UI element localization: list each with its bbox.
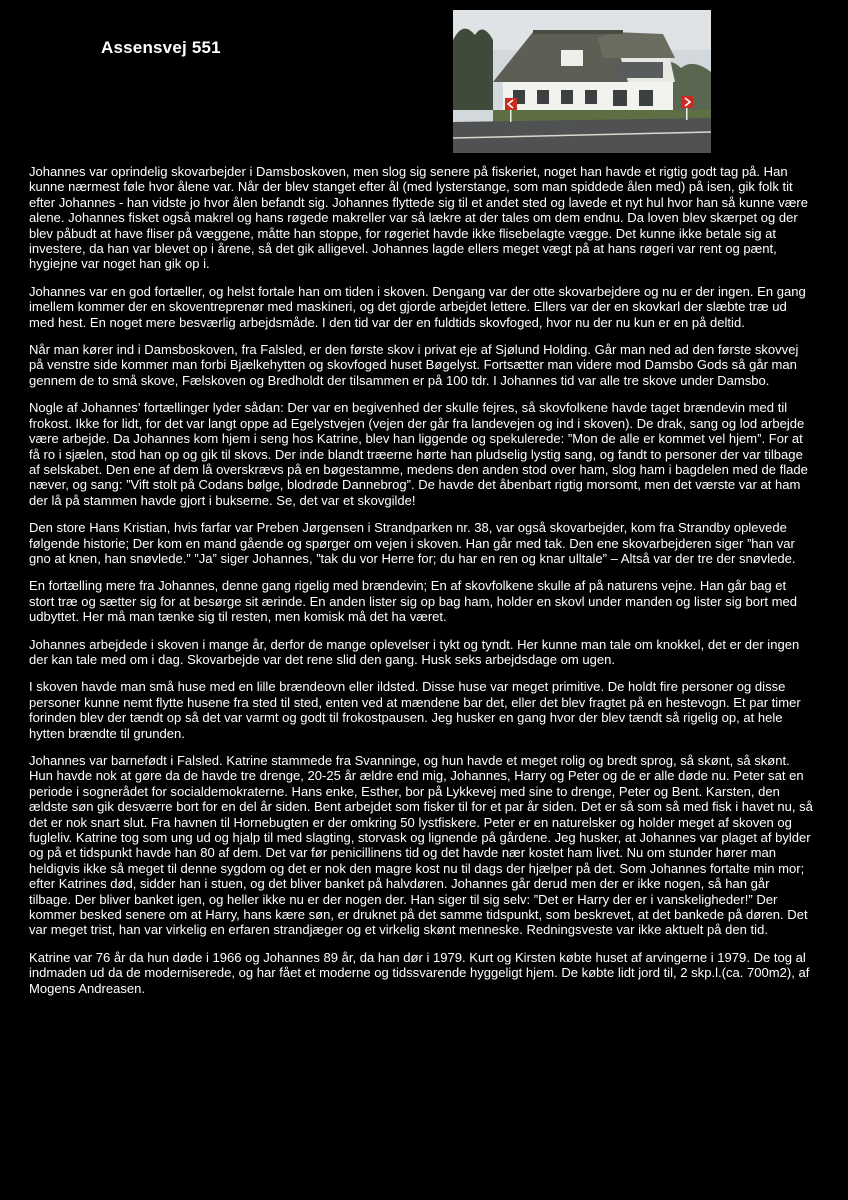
paragraph: Den store Hans Kristian, hvis farfar var Preben Jørgensen i Strandparken nr. 38, var også skovarbejder, kom fra Strandby oplevede følgende historie; Der kom en mand gående og spørger om vejen i skoven. Han går med tak. Den ene skovarbejderen siger ”han var gno at knen, han snøvlede.” ”Ja” siger Johannes, ”tak du vor Herre for; du har en ren og knar ulltale” – Altså var der tre der snøvlede. — [29, 520, 796, 566]
paragraph: Når man kører ind i Damsboskoven, fra Falsled, er den første skov i privat eje af Sjølund Holding. Går man ned ad den første skovvej på venstre side kommer man forbi Bjælkehytten og skovfoged huset Bøgelyst. Fortsætter man videre mod Damsbo Gods så går man gennem de to små skove, Fælskoven og Bredholdt der tilsammen er på 100 tdr. I Johannes tid var alle tre skove under Damsbo. — [29, 342, 799, 388]
paragraph: I skoven havde man små huse med en lille brændeovn eller ildsted. Disse huse var meget primitive. De holdt fire personer og disse personer kunne nemt flytte husene fra sted til sted, enten ved at mændene bar det, eller det blev fragtet på en hestevogn. Et par timer forinden blev der tændt op så det var varmt og godt til frokostpausen. Jeg husker en gang hvor der blev tændt så rigelig op, at hele hytten brændte til grunden. — [29, 679, 801, 741]
page-title: Assensvej 551 — [101, 38, 221, 57]
paragraph: Johannes var oprindelig skovarbejder i Damsboskoven, men slog sig senere på fiskeriet, noget han havde et rigtig godt tag på. Han kunne nærmest føle hvor ålene var. Når der blev stanget efter ål (med lysterstange, som man spiddede ålen med) på isen, gik folk tit efter Johannes - han vidste jo hvor ålen befandt sig. Johannes flyttede sig til et andet sted og lavede et nyt hul hvor han så kunne være alene. Johannes fisket også makrel og hans røgede makreller var så lækre at der tales om dem endnu. Da loven blev skærpet og der blev påbudt at have fliser på væggene, måtte han stoppe, for røgeriet havde ikke flisebelagte vægge. Det kunne ikke betale sig at investere, da han var blevet op i årene, så det gik alligevel. Johannes lagde ellers meget vægt på at hans røgeri var rent og pænt, hygiejne var noget han gik op i. — [29, 164, 808, 272]
paragraph: Nogle af Johannes’ fortællinger lyder sådan: Der var en begivenhed der skulle fejres, så skovfolkene havde taget brændevin med til frokost. Ikke for lidt, for det var langt oppe ad Egelystvejen (vejen der går fra landevejen og ind i skoven). De drak, sang og lod arbejde være arbejde. Da Johannes kom hjem i seng hos Katrine, blev han liggende og spekulerede: ”Mon de alle er kommet vel hjem”. For at få ro i sjælen, stod han op og gik til skovs. Der inde blandt træerne hørte han pludselig lystig sang, og fandt to personer der var tilbage af selskabet. Den ene af dem lå overskrævs på en bøgestamme, medens den anden stod over ham, slog ham i bagdelen med de flade næver, og sang: ”Vift stolt på Codans bølge, blodrøde Dannebrog”. De havde det åbenbart rigtig morsomt, men det værste var at ham der lå på stammen havde gjort i bukserne. Se, det var et skovgilde! — [29, 400, 808, 508]
paragraph: Johannes var en god fortæller, og helst fortale han om tiden i skoven. Dengang var der otte skovarbejdere og nu er der ingen. En gang imellem kommer der en skoventreprenør med maskineri, og det gjorde arbejdet lettere. Ellers var der en skovkarl der slæbte træ ud med hest. En noget mere besværlig arbejdsmåde. I den tid var der en fuldtids skovfoged, hvor nu der nu kun er en på deltid. — [29, 283, 806, 330]
house-photo — [453, 10, 711, 153]
article-body — [29, 164, 814, 1008]
paragraph: Johannes arbejdede i skoven i mange år, derfor de mange oplevelser i tykt og tyndt. Her kunne man tale om knokkel, det er der ingen der kan tale med om i dag. Skovarbejde var det rene slid den gang. Husk seks arbejdsdage om ugen. — [29, 636, 800, 667]
thatched-house-photo-icon — [453, 10, 711, 153]
paragraph: En fortælling mere fra Johannes, denne gang rigelig med brændevin; En af skovfolkene skulle af på naturens vejne. Han går bag et stort træ og sætter sig for at besørge sit ærinde. En anden lister sig op bag ham, holder en skovl under manden og lister sig bort med udbyttet. Her må man tænke sig til resten, men komisk må det ha været. — [29, 578, 797, 625]
paragraph: Johannes var barnefødt i Falsled. Katrine stammede fra Svanninge, og hun havde et meget rolig og bredt sprog, så skønt, så skønt. Hun havde nok at gøre da de havde tre drenge, 20-25 år ældre end mig, Johannes, Harry og Peter og de er alle døde nu. Peter sat en periode i sognerådet for socialdemokraterne. Hans enke, Esther, bor på Lykkevej med sine to drenge, Peter og Bent. Karsten, den ældste søn gik desværre bort for en del år siden. Bent arbejdet som fisker til for et par år siden. Det er så som så med fisk i havet nu, så det er nok snart slut. Fra havnen til Hornebugten er der omkring 50 lystfiskere. Peter er en naturelsker og holder meget af skoven og fugleliv. Katrine tog som ung ud og hjalp til med slagting, storvask og lignende på gårdene. Jeg husker, at Johannes var plaget af bylder og på et tidspunkt havde han 80 af dem. Det var før penicillinens tid og det havde nær kostet ham livet. Nu om stunder hører man heldigvis ikke så meget til denne sygdom og det er nok den magre kost nu til dags der hjælper på det. Som Johannes fortalte min mor; efter Katrines død, sidder han i stuen, og det bliver banket på halvdøren. Johannes går derud men der er ikke nogen, så han går tilbage. Der bliver banket igen, og heller ikke nu er der nogen der. Han siger til sig selv: ”Det er Harry der er i vanskeligheder!” Der kommer besked senere om at Harry, hans kære søn, er druknet på det samme tidspunkt, som beskrevet, at det bankede på døren. Det var meget trist, han var virkelig en erfaren strandjæger og et virkelig skønt menneske. Redningsveste var ikke aktuelt på den tid. — [29, 753, 813, 938]
paragraph: Katrine var 76 år da hun døde i 1966 og Johannes 89 år, da han dør i 1979. Kurt og Kirsten købte huset af arvingerne i 1979. De tog al indmaden ud da de moderniserede, og har fået et moderne og tidssvarende hyggeligt hjem. De købte lidt jord til, 2 skp.l.(ca. 700m2), af Mogens Andreasen. — [29, 949, 810, 996]
